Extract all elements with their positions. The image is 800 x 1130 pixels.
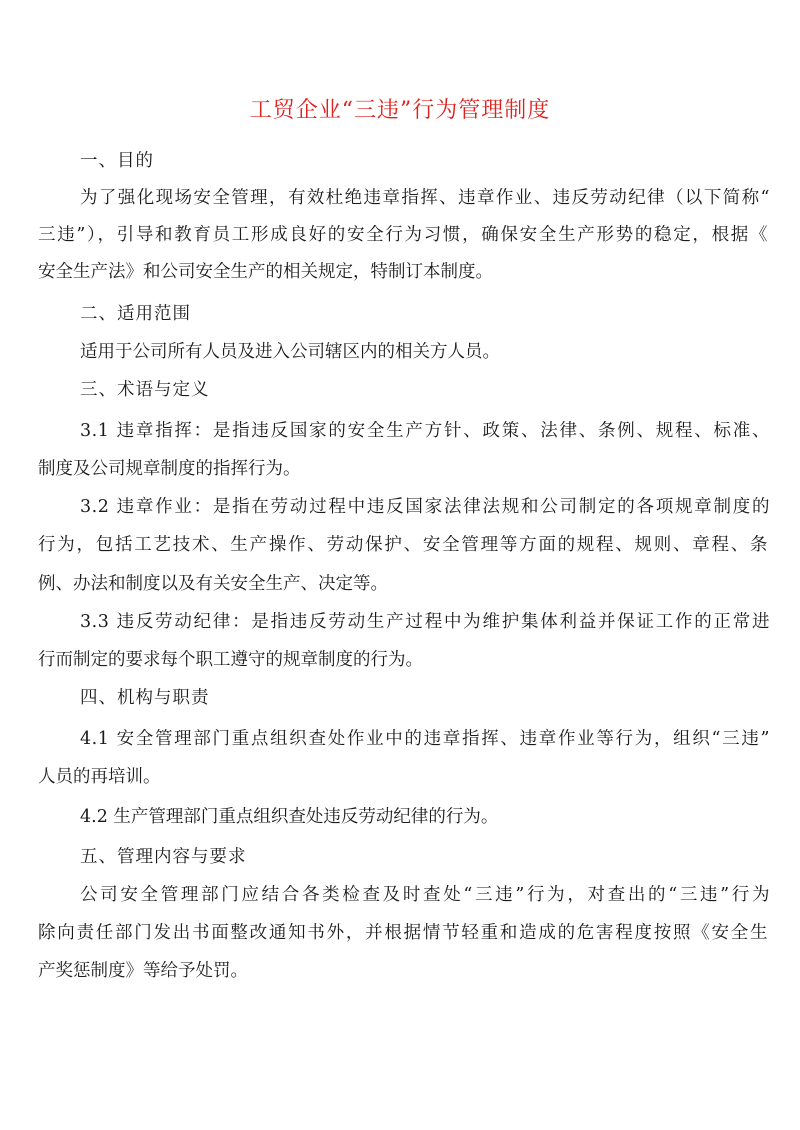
paragraph-line: 为了强化现场安全管理，有效杜绝违章指挥、违章作业、违反劳动纪律（以下简称“ <box>80 188 770 208</box>
paragraph-line: 产奖惩制度》等给予处罚。 <box>38 961 248 981</box>
paragraph-line: 除向责任部门发出书面整改通知书外，并根据情节轻重和造成的危害程度按照《安全生 <box>38 923 768 943</box>
section-heading-scope: 二、适用范围 <box>80 304 191 324</box>
paragraph-line: 3.2 违章作业：是指在劳动过程中违反国家法律法规和公司制定的各项规章制度的 <box>80 497 770 517</box>
paragraph-line: 例、办法和制度以及有关安全生产、决定等。 <box>38 574 388 594</box>
paragraph-line: 行为，包括工艺技术、生产操作、劳动保护、安全管理等方面的规程、规则、章程、条 <box>38 535 768 555</box>
paragraph-line: 4.1 安全管理部门重点组织查处作业中的违章指挥、违章作业等行为，组织“三违” <box>80 729 770 749</box>
paragraph-line: 3.1 违章指挥：是指违反国家的安全生产方针、政策、法律、条例、规程、标准、 <box>80 421 770 441</box>
paragraph-line: 人员的再培训。 <box>38 767 161 787</box>
paragraph-line: 3.3 违反劳动纪律：是指违反劳动生产过程中为维护集体利益并保证工作的正常进 <box>80 612 770 632</box>
paragraph-line: 行而制定的要求每个职工遵守的规章制度的行为。 <box>38 650 423 670</box>
section-heading-terms: 三、术语与定义 <box>80 380 210 400</box>
document-title: 工贸企业“三违”行为管理制度 <box>249 98 551 123</box>
section-heading-organization: 四、机构与职责 <box>80 688 210 708</box>
paragraph-line: 4.2 生产管理部门重点组织查处违反劳动纪律的行为。 <box>80 807 499 827</box>
section-heading-purpose: 一、目的 <box>80 151 154 171</box>
paragraph-line: 三违”），引导和教育员工形成良好的安全行为习惯，确保安全生产形势的稳定，根据《 <box>38 225 768 245</box>
paragraph-line: 适用于公司所有人员及进入公司辖区内的相关方人员。 <box>80 342 500 362</box>
paragraph-line: 安全生产法》和公司安全生产的相关规定，特制订本制度。 <box>38 262 493 282</box>
paragraph-line: 制度及公司规章制度的指挥行为。 <box>38 459 301 479</box>
paragraph-line: 公司安全管理部门应结合各类检查及时查处“三违”行为，对查出的“三违”行为 <box>80 885 770 905</box>
section-heading-requirements: 五、管理内容与要求 <box>80 847 247 867</box>
